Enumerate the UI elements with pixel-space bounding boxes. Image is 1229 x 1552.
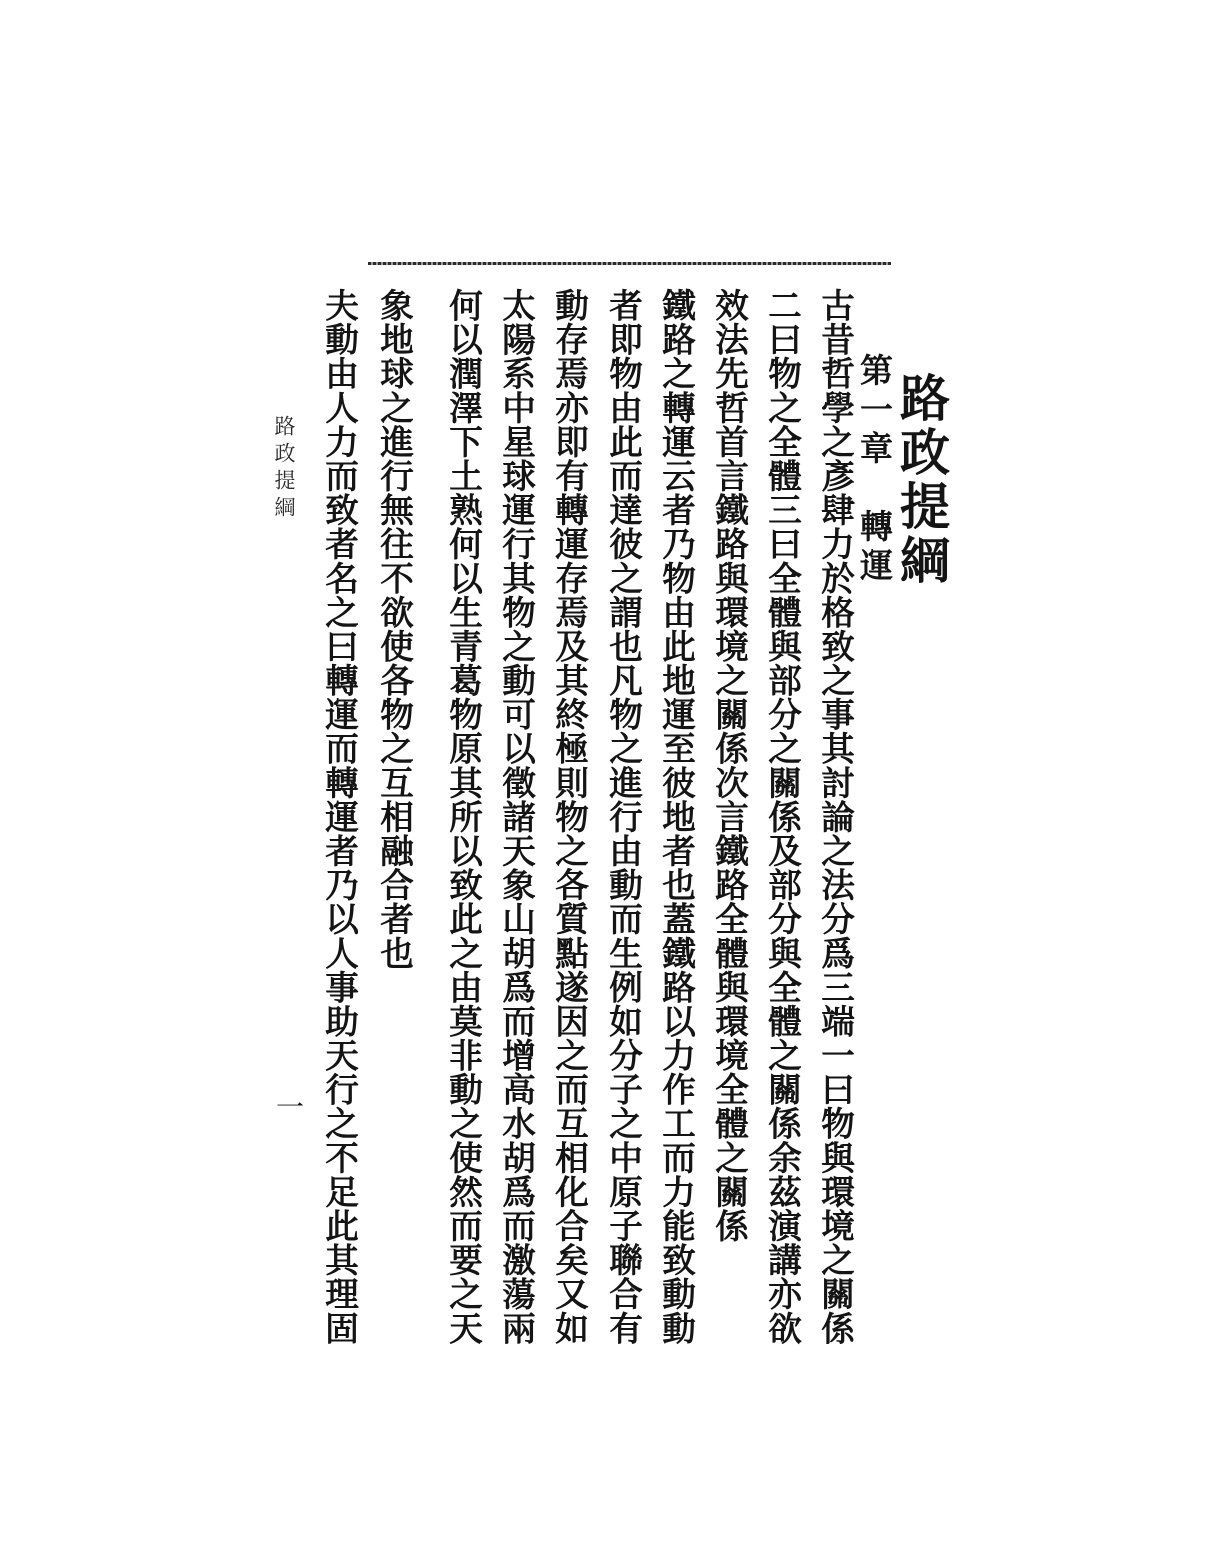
top-border-rule <box>368 262 891 265</box>
text-column-1: 古昔哲學之彥肆力於格致之事其討論之法分爲三端一曰物與環境之關係 <box>815 288 856 1345</box>
text-column-10: 夫動由人力而致者名之曰轉運而轉運者乃以人事助天行之不足此其理固 <box>319 288 360 1345</box>
text-column-8: 何以潤澤下土熟何以生青葛物原其所以致此之由莫非動之使然而要之天 <box>443 288 484 1345</box>
running-head: 路政提綱 <box>272 415 296 523</box>
text-column-5: 者即物由此而達彼之謂也凡物之進行由動而生例如分子之中原子聯合有 <box>603 288 644 1345</box>
text-column-4: 鐵路之轉運云者乃物由此地運至彼地者也蓋鐵路以力作工而力能致動動 <box>656 288 697 1345</box>
text-column-3: 效法先哲首言鐵路與環境之關係次言鐵路全體與環境全體之關係 <box>709 288 750 1243</box>
page-number: 一 <box>272 1092 305 1120</box>
text-column-9: 象地球之進行無往不欲使各物之互相融合者也 <box>374 288 415 970</box>
text-column-6: 動存焉亦即有轉運存焉及其終極則物之各質點遂因之而互相化合矣又如 <box>549 288 590 1345</box>
text-column-7: 太陽系中星球運行其物之動可以徵諸天象山胡爲而增高水胡爲而激蕩兩 <box>496 288 537 1345</box>
text-column-2: 二曰物之全體三曰全體與部分之關係及部分與全體之關係余茲演講亦欲 <box>762 288 803 1345</box>
chapter-heading: 第一章 轉運 <box>855 353 894 587</box>
book-title: 路政提綱 <box>892 372 951 588</box>
